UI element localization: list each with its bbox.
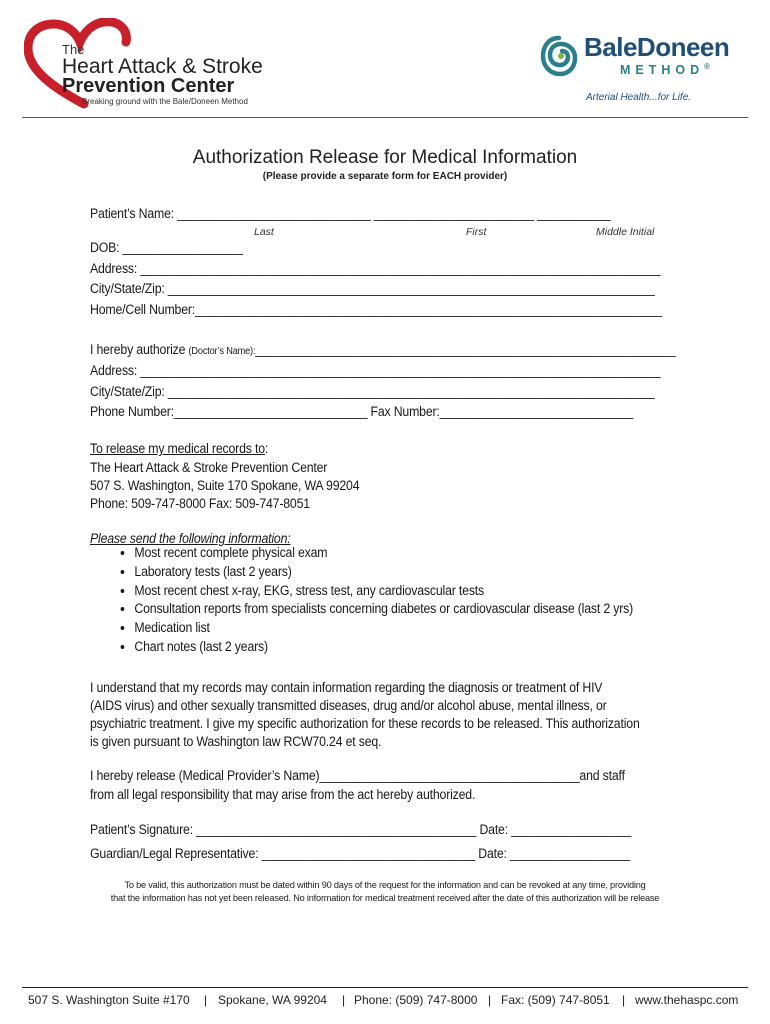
patient-name-field[interactable]: Patient’s Name: _____________________________ ________________________ ___________ bbox=[90, 206, 611, 221]
footer-sep: | bbox=[622, 993, 626, 1007]
logo-line2: Prevention Center bbox=[62, 75, 235, 97]
release-to-heading-colon: : bbox=[264, 441, 269, 456]
release-to-heading-text: To release my medical records to bbox=[90, 441, 265, 456]
footer-fax: Fax: (509) 747-8051 bbox=[501, 993, 610, 1007]
footer-sep: | bbox=[488, 993, 492, 1007]
authorize-prefix: I hereby authorize bbox=[90, 342, 186, 357]
patient-city-field[interactable]: City/State/Zip: _________________________________________________________________________ bbox=[90, 281, 655, 296]
validity-line1: To be valid, this authorization must be dated within 90 days of the request for the information and can be revoked at any time, providing bbox=[124, 880, 646, 890]
patient-phone-field[interactable]: Home/Cell Number:______________________________________________________________________ bbox=[90, 302, 662, 317]
list-item: • Consultation reports from specialists concerning diabetes or cardiovascular disease (last 2 yrs) bbox=[134, 600, 633, 618]
guardian-signature-field[interactable]: Guardian/Legal Representative: ________________________________ Date: __________________ bbox=[90, 846, 631, 861]
doctor-phone-fax-field[interactable]: Phone Number:_____________________________ Fax Number:_____________________________ bbox=[90, 404, 634, 419]
release-to-heading bbox=[90, 441, 268, 456]
footer-sep: | bbox=[342, 993, 346, 1007]
understand-line3: psychiatric treatment. I give my specific authorization for these records to be released. This authorization bbox=[90, 716, 640, 731]
understand-line4: is given pursuant to Washington law RCW70.24 et seq. bbox=[90, 734, 382, 749]
patient-name-first-label: First bbox=[466, 226, 487, 238]
list-item: • Chart notes (last 2 years) bbox=[134, 638, 633, 656]
page-subtitle: (Please provide a separate form for EACH provider) bbox=[262, 171, 508, 182]
understand-line2: (AIDS virus) and other sexually transmitted diseases, drug and/or alcohol abuse, mental illness, or bbox=[90, 698, 607, 713]
validity-line2: that the information has not yet been released. No information for medical treatment received after the date of this authorization will be release bbox=[110, 893, 660, 903]
brand-method-text: METHOD bbox=[620, 63, 705, 78]
info-heading: Please send the following information: bbox=[90, 531, 291, 546]
release-clause-line2: from all legal responsibility that may arise from the act hereby authorized. bbox=[90, 787, 476, 802]
footer-city: Spokane, WA 99204 bbox=[218, 993, 327, 1007]
brand-tagline: Arterial Health...for Life. bbox=[586, 92, 692, 103]
page-title: Authorization Release for Medical Information bbox=[192, 147, 578, 168]
header-left-logo bbox=[24, 18, 294, 110]
header-right-logo bbox=[538, 32, 753, 112]
list-item: • Medication list bbox=[134, 619, 633, 637]
list-item: • Laboratory tests (last 2 years) bbox=[134, 563, 633, 581]
list-item: • Most recent chest x-ray, EKG, stress test, any cardiovascular tests bbox=[134, 582, 633, 600]
release-to-line3: Phone: 509-747-8000 Fax: 509-747-8051 bbox=[90, 496, 310, 511]
authorize-small: (Doctor’s Name): bbox=[188, 346, 256, 357]
header-divider bbox=[22, 117, 748, 118]
footer-phone: Phone: (509) 747-8000 bbox=[354, 993, 478, 1007]
doctor-address-field[interactable]: Address: ______________________________________________________________________________ bbox=[90, 363, 661, 378]
doctor-city-field[interactable]: City/State/Zip: _________________________________________________________________________ bbox=[90, 384, 655, 399]
logo-the: The bbox=[62, 42, 85, 57]
doctor-authorize-field[interactable] bbox=[90, 342, 675, 357]
release-to-line2: 507 S. Washington, Suite 170 Spokane, WA 99204 bbox=[90, 478, 360, 493]
footer-website-link[interactable]: www.thehaspc.com bbox=[635, 993, 739, 1007]
list-item: • Most recent complete physical exam bbox=[134, 544, 633, 562]
footer-divider bbox=[22, 987, 748, 988]
brand-name: BaleDoneen bbox=[584, 32, 730, 62]
brand-reg: ® bbox=[704, 62, 711, 71]
logo-tagline: Breaking ground with the Bale/Doneen Method bbox=[82, 97, 248, 106]
understand-line1: I understand that my records may contain information regarding the diagnosis or treatment of HIV bbox=[90, 680, 603, 695]
release-to-line1: The Heart Attack & Stroke Prevention Center bbox=[90, 460, 328, 475]
patient-name-last-label: Last bbox=[254, 226, 274, 238]
release-provider-field[interactable]: I hereby release (Medical Provider’s Name)_______________________________________and staff bbox=[90, 768, 625, 783]
info-list bbox=[116, 544, 633, 657]
footer-sep: | bbox=[204, 993, 208, 1007]
footer-address: 507 S. Washington Suite #170 bbox=[28, 993, 190, 1007]
authorize-line: _______________________________________________________________ bbox=[255, 342, 676, 357]
logo-line1: Heart Attack & Stroke bbox=[62, 55, 263, 78]
patient-address-field[interactable]: Address: ______________________________________________________________________________ bbox=[90, 261, 661, 276]
brand-method bbox=[620, 62, 710, 77]
spiral-icon bbox=[540, 34, 578, 78]
patient-name-middle-label: Middle Initial bbox=[596, 226, 655, 238]
patient-dob-field[interactable]: DOB: __________________ bbox=[90, 240, 243, 255]
patient-signature-field[interactable]: Patient’s Signature: __________________________________________ Date: __________________ bbox=[90, 822, 632, 837]
